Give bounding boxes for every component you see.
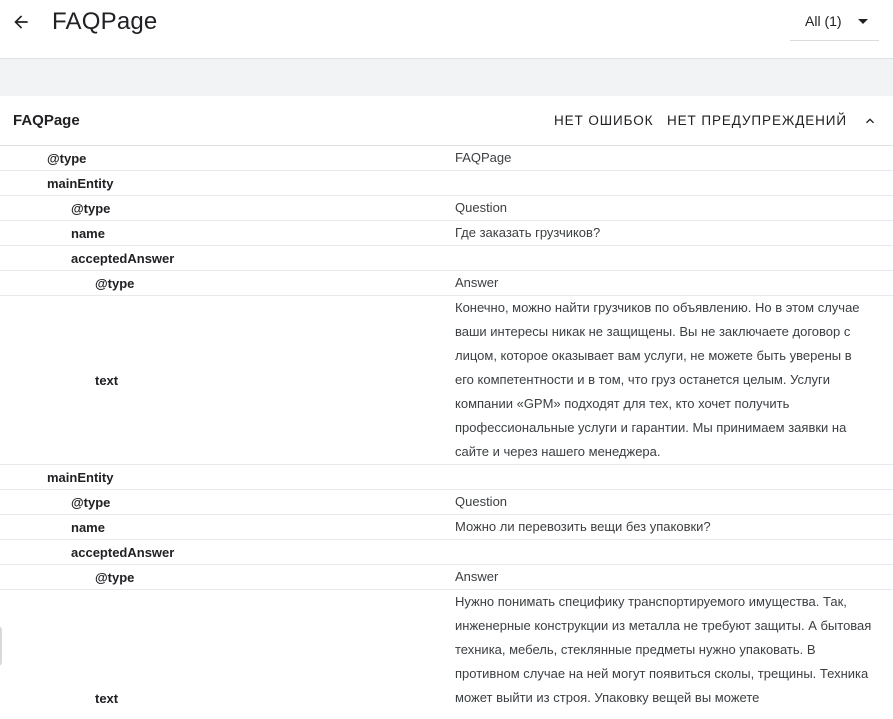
property-value: Конечно, можно найти грузчиков по объявлению. Но в этом случае ваши интересы никак не защищены. Вы не заключаете договор с лицом, которое оказывает вам услуги, не можете быть уверены в его компетентности и в том, что груз останется целым. Услуги компании «GPM» подходят для тех, кто хочет получить профессиональные услуги и гарантии. Мы принимаем заявки на сайте и через нашего менеджера. (455, 300, 860, 459)
property-key: acceptedAnswer (71, 251, 175, 266)
table-row (0, 246, 893, 271)
table-row (0, 221, 893, 246)
property-value: Где заказать грузчиков? (455, 225, 601, 240)
table-row (0, 515, 893, 540)
property-key: acceptedAnswer (71, 545, 175, 560)
table-row (0, 465, 893, 490)
property-value: Question (455, 200, 508, 215)
table-row (0, 296, 893, 465)
section-gap (0, 58, 893, 97)
table-row (0, 196, 893, 221)
table-row (0, 271, 893, 296)
property-key: @type (95, 570, 135, 585)
filter-label: All (1) (805, 13, 842, 29)
table-row (0, 565, 893, 590)
property-key: @type (71, 201, 111, 216)
property-value: Question (455, 494, 508, 509)
collapse-button[interactable] (858, 110, 882, 132)
property-value: Answer (455, 569, 499, 584)
errors-status: НЕТ ОШИБОК (554, 113, 654, 128)
table-row (0, 540, 893, 565)
result-card (0, 96, 893, 719)
property-key: mainEntity (47, 470, 114, 485)
property-value: Можно ли перевозить вещи без упаковки? (455, 519, 711, 534)
property-table (0, 146, 893, 719)
top-bar (0, 0, 893, 44)
property-value: FAQPage (455, 150, 512, 165)
card-header[interactable] (0, 96, 893, 146)
arrow-back-icon (11, 12, 31, 32)
property-value: Нужно понимать специфику транспортируемого имущества. Так, инженерные конструкции из металла не требуют защиты. А бытовая техника, мебель, стеклянные предметы нужно упаковать. В противном случае на ней могут появиться сколы, трещины. Техника может выйти из строя. Упаковку вещей вы можете (455, 594, 872, 705)
table-row (0, 171, 893, 196)
property-key: name (71, 226, 105, 241)
back-button[interactable] (8, 9, 34, 35)
property-value: Answer (455, 275, 499, 290)
table-row (0, 146, 893, 171)
property-key: @type (95, 276, 135, 291)
property-key: name (71, 520, 105, 535)
chevron-up-icon (862, 113, 878, 129)
property-key: @type (71, 495, 111, 510)
property-key: text (95, 373, 119, 388)
table-row (0, 590, 893, 719)
property-key: @type (47, 151, 87, 166)
page-title: FAQPage (52, 8, 158, 35)
warnings-status: НЕТ ПРЕДУПРЕЖДЕНИЙ (667, 113, 848, 128)
property-key: text (95, 691, 119, 706)
card-title: FAQPage (13, 112, 80, 129)
scroll-shadow (0, 626, 2, 666)
table-row (0, 490, 893, 515)
property-key: mainEntity (47, 176, 114, 191)
filter-dropdown[interactable] (790, 0, 879, 41)
caret-down-icon (858, 19, 868, 24)
